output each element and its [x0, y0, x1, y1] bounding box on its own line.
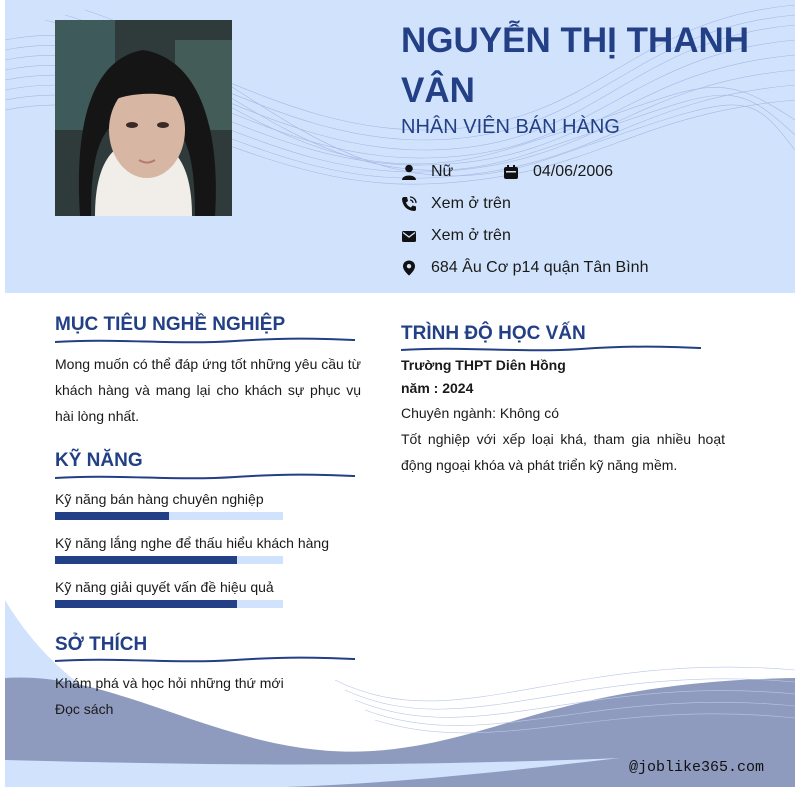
education-underline: [401, 344, 701, 354]
education-year: năm : 2024: [401, 380, 474, 396]
watermark: @joblike365.com: [629, 759, 765, 776]
skill-bar: [55, 600, 283, 608]
job-title: NHÂN VIÊN BÁN HÀNG: [401, 116, 620, 138]
skills-title: KỸ NĂNG: [55, 450, 143, 471]
skill-bar-fill: [55, 556, 237, 564]
phone-icon: [401, 196, 417, 212]
objective-underline: [55, 336, 355, 346]
location-pin-icon: [401, 260, 417, 276]
user-icon: [401, 164, 417, 180]
phone-row: [401, 192, 511, 216]
email-value: Xem ở trên: [431, 227, 511, 244]
candidate-name: NGUYỄN THỊ THANH VÂN: [401, 21, 750, 110]
skill-bar: [55, 512, 283, 520]
skill-label: Kỹ năng lắng nghe để thấu hiểu khách hàng: [55, 535, 330, 551]
skill-bar: [55, 556, 283, 564]
education-description: Tốt nghiệp với xếp loại khá, tham gia nhiều hoạt động ngoại khóa và phát triển kỹ năng mềm.: [401, 431, 725, 473]
gender-value: Nữ: [431, 163, 454, 180]
resume-page: [5, 0, 795, 787]
gender-row: [401, 160, 453, 184]
address-row: [401, 256, 648, 280]
skill-bar-fill: [55, 600, 237, 608]
skill-label: Kỹ năng bán hàng chuyên nghiệp: [55, 491, 264, 507]
skills-underline: [55, 472, 355, 482]
birthdate-row: [503, 160, 613, 184]
hobby-item: Đọc sách: [55, 701, 114, 717]
hobbies-underline: [55, 655, 355, 665]
objective-text: Mong muốn có thể đáp ứng tốt những yêu cầu từ khách hàng và mang lại cho khách sự phục vụ hài lòng nhất.: [55, 356, 361, 424]
objective-title: MỤC TIÊU NGHỀ NGHIỆP: [55, 314, 286, 335]
envelope-icon: [401, 228, 417, 244]
hobby-item: Khám phá và học hỏi những thứ mới: [55, 675, 284, 691]
skill-label: Kỹ năng giải quyết vấn đề hiệu quả: [55, 579, 274, 595]
address-value: 684 Âu Cơ p14 quận Tân Bình: [431, 259, 649, 276]
birthdate-value: 04/06/2006: [533, 163, 614, 180]
skill-bar-fill: [55, 512, 169, 520]
email-row: [401, 224, 511, 248]
profile-photo: [55, 20, 232, 216]
calendar-icon: [503, 164, 519, 180]
hobbies-title: SỞ THÍCH: [55, 634, 148, 655]
phone-value: Xem ở trên: [431, 195, 511, 212]
education-major: Chuyên ngành: Không có: [401, 405, 560, 421]
education-school: Trường THPT Diên Hồng: [401, 357, 566, 373]
education-title: TRÌNH ĐỘ HỌC VẤN: [401, 323, 586, 344]
